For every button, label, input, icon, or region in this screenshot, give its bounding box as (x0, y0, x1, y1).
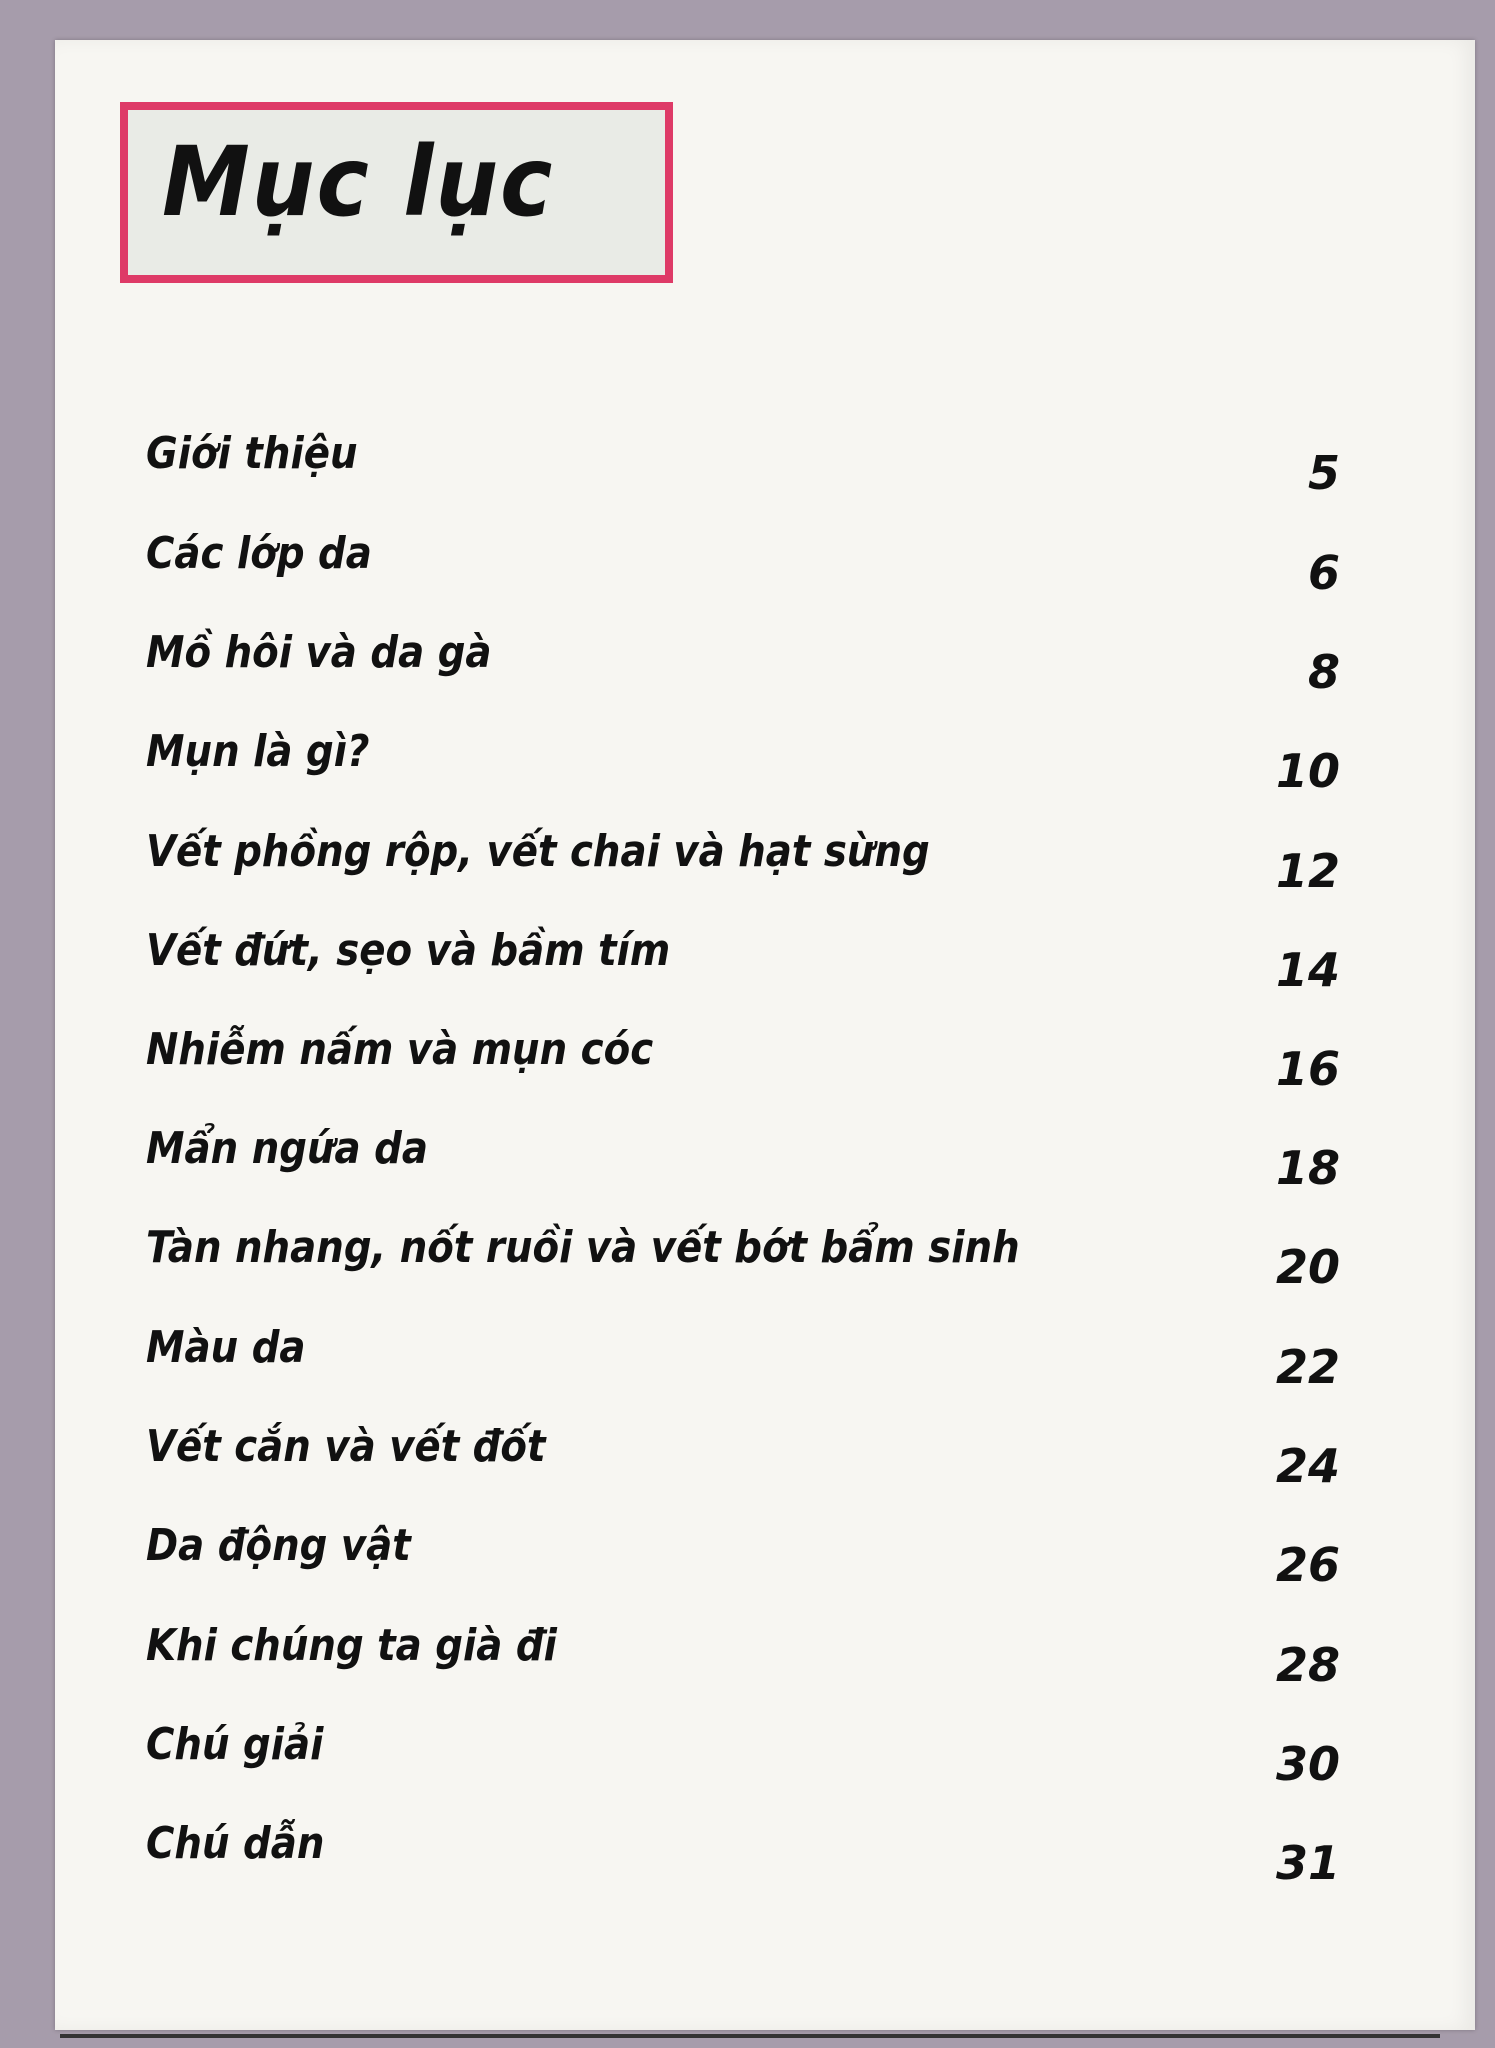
page-title: Mục lục (162, 126, 555, 238)
toc-entry[interactable] (0, 1123, 1495, 1203)
toc-entry[interactable] (0, 826, 1495, 906)
toc-entry-page: 6 (1307, 546, 1340, 600)
toc-entry[interactable] (0, 1421, 1495, 1501)
toc-entry-label: Mẩn ngứa da (146, 1123, 429, 1174)
toc-entry-label: Chú giải (146, 1719, 324, 1770)
toc-entry-label: Tàn nhang, nốt ruồi và vết bớt bẩm sinh (146, 1222, 1020, 1273)
toc-entry-page: 18 (1275, 1141, 1340, 1195)
toc-entry-label: Vết cắn và vết đốt (146, 1421, 546, 1472)
toc-entry-label: Giới thiệu (146, 428, 358, 479)
toc-entry-label: Các lớp da (146, 528, 372, 579)
toc-entry[interactable] (0, 1520, 1495, 1600)
toc-entry-label: Da động vật (146, 1520, 411, 1571)
toc-entry[interactable] (0, 1322, 1495, 1402)
toc-entry-page: 5 (1307, 446, 1340, 500)
toc-entry-page: 16 (1275, 1042, 1340, 1096)
toc-entry[interactable] (0, 1024, 1495, 1104)
toc-entry[interactable] (0, 627, 1495, 707)
toc-entry[interactable] (0, 1222, 1495, 1302)
toc-entry[interactable] (0, 528, 1495, 608)
toc-entry-label: Vết đứt, sẹo và bầm tím (146, 925, 671, 976)
toc-entry[interactable] (0, 1620, 1495, 1700)
toc-entry-label: Vết phồng rộp, vết chai và hạt sừng (146, 826, 930, 877)
toc-entry-label: Màu da (146, 1322, 306, 1373)
toc-entry-label: Khi chúng ta già đi (146, 1620, 557, 1671)
toc-entry[interactable] (0, 726, 1495, 806)
toc-entry-page: 28 (1275, 1638, 1340, 1692)
toc-entry-page: 30 (1275, 1737, 1340, 1791)
toc-entry-page: 20 (1275, 1240, 1340, 1294)
toc-entry-label: Nhiễm nấm và mụn cóc (146, 1024, 654, 1075)
toc-entry-page: 24 (1275, 1439, 1340, 1493)
toc-entry-page: 26 (1275, 1538, 1340, 1592)
toc-entry[interactable] (0, 925, 1495, 1005)
toc-entry-page: 10 (1275, 744, 1340, 798)
toc-entry-label: Chú dẫn (146, 1818, 325, 1869)
toc-entry-label: Mồ hôi và da gà (146, 627, 492, 678)
toc-entry[interactable] (0, 1818, 1495, 1898)
toc-entry-page: 31 (1275, 1836, 1340, 1890)
toc-entry-label: Mụn là gì? (146, 726, 370, 777)
toc-entry-page: 12 (1275, 844, 1340, 898)
toc-entry-page: 8 (1307, 645, 1340, 699)
toc-entry[interactable] (0, 1719, 1495, 1799)
toc-entry-page: 22 (1275, 1340, 1340, 1394)
toc-entry-page: 14 (1275, 943, 1340, 997)
toc-entry[interactable] (0, 428, 1495, 508)
